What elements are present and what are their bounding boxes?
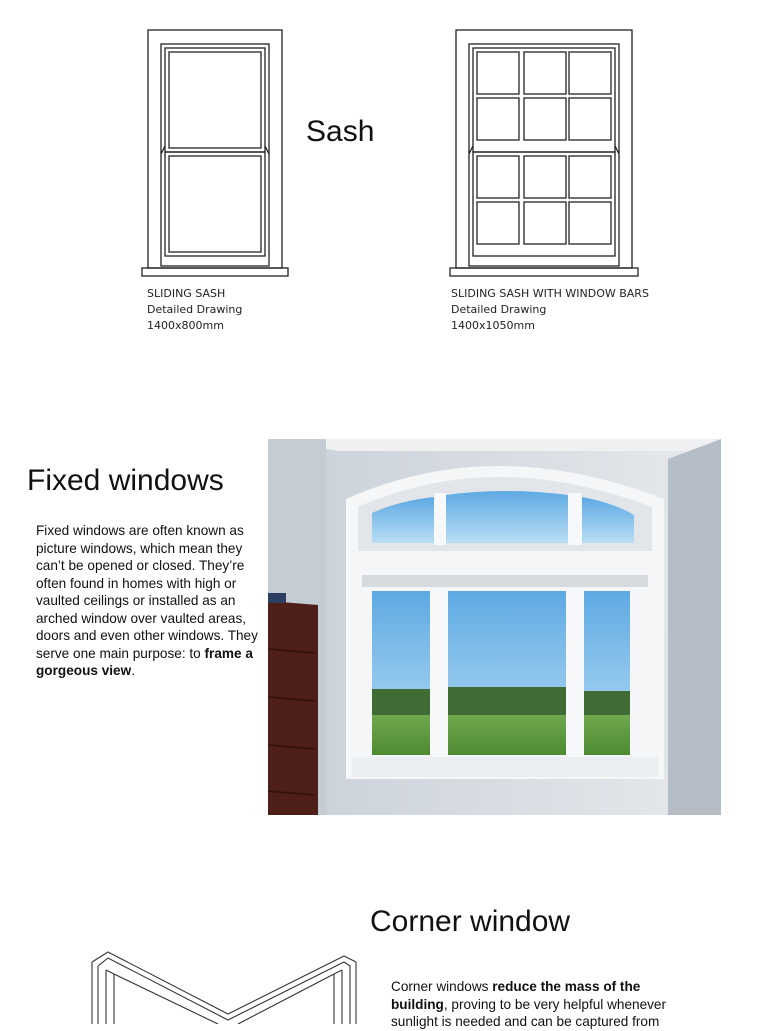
- window-pane: [524, 98, 566, 140]
- fixed-text-bold: frame a gorgeous view: [36, 645, 253, 678]
- window-pane: [569, 156, 611, 198]
- caption-subtitle: Detailed Drawing: [147, 303, 243, 316]
- caption-size: 1400x800mm: [147, 319, 224, 332]
- fixed-window-photo: [268, 439, 721, 815]
- window-pane: [524, 52, 566, 94]
- fixed-windows-description: [36, 522, 266, 680]
- window-pane: [477, 98, 519, 140]
- window-pane: [524, 202, 566, 244]
- sash-heading: Sash: [306, 115, 375, 148]
- corner-window-heading: Corner window: [370, 905, 571, 938]
- sliding-sash-caption: [147, 286, 242, 334]
- corner-window-description: [391, 978, 691, 1031]
- fixed-text-end: .: [131, 663, 135, 678]
- caption-size: 1400x1050mm: [451, 319, 535, 332]
- window-pane: [569, 52, 611, 94]
- corner-window-drawing: [88, 948, 360, 1024]
- sliding-sash-bars-drawing: [448, 28, 642, 278]
- window-pane: [569, 98, 611, 140]
- corner-text: , proving to be very helpful whenever sunlight is needed and can be captured from: [391, 996, 667, 1029]
- window-pane: [477, 156, 519, 198]
- sliding-sash-bars-caption: [451, 286, 649, 334]
- caption-title: SLIDING SASH WITH WINDOW BARS: [451, 287, 649, 300]
- window-pane: [477, 52, 519, 94]
- fixed-text: Fixed windows are often known as picture windows, which mean they can’t be opened or closed. They’re often found in homes with high or vaulted ceilings or installed as an arched window over vaulted areas, doors and even other windows. They serve one main purpose: to: [36, 523, 258, 661]
- caption-title: SLIDING SASH: [147, 287, 226, 300]
- corner-text-bold: reduce the mass of the building: [391, 979, 641, 1012]
- corner-text-start: Corner windows: [391, 979, 493, 994]
- window-pane: [477, 202, 519, 244]
- caption-subtitle: Detailed Drawing: [451, 303, 547, 316]
- window-pane: [569, 202, 611, 244]
- window-pane: [524, 156, 566, 198]
- fixed-windows-heading: Fixed windows: [27, 464, 224, 497]
- sliding-sash-drawing: [140, 28, 292, 278]
